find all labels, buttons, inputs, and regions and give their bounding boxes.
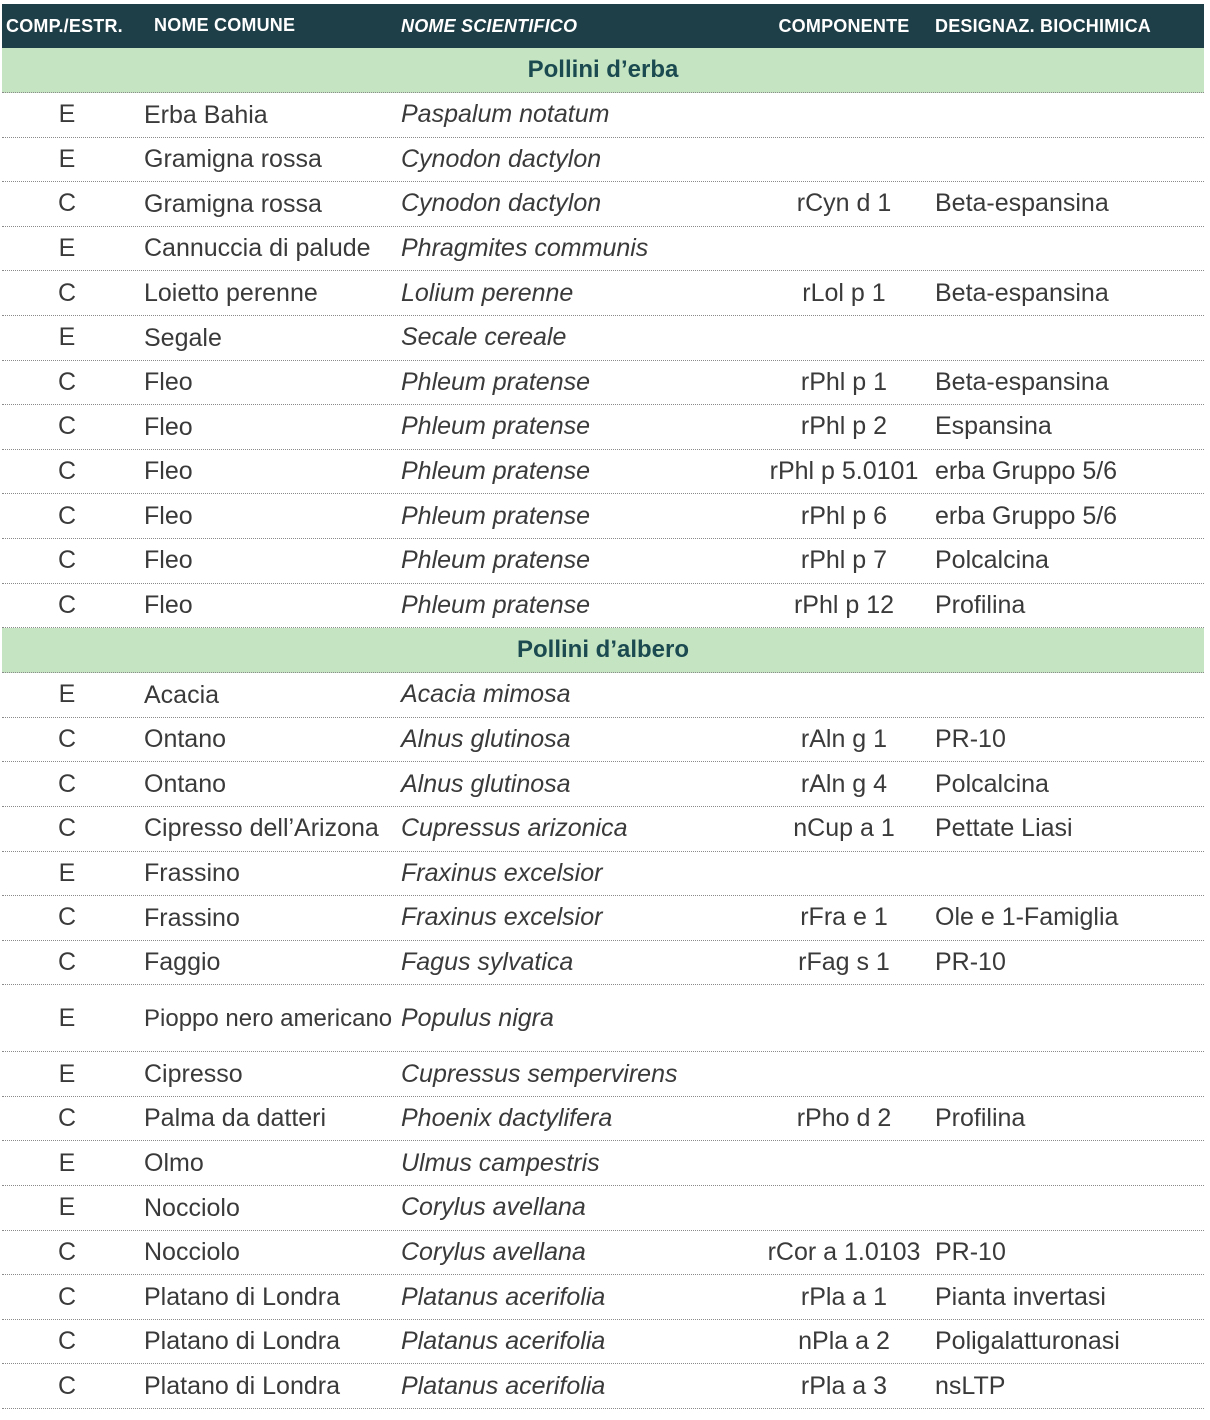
cell-component: rPla a 1 bbox=[800, 1282, 888, 1311]
cell-common-name: Ontano bbox=[144, 769, 227, 798]
cell-biochem-designation: Ole e 1-Famiglia bbox=[935, 903, 1119, 932]
cell-biochem-designation: PR-10 bbox=[935, 725, 1006, 754]
table-row bbox=[2, 182, 1204, 227]
cell-component: rPhl p 7 bbox=[800, 546, 888, 575]
cell-component: rAln g 1 bbox=[800, 725, 888, 754]
cell-scientific-name: Phleum pratense bbox=[401, 501, 591, 530]
cell-scientific-name: Phoenix dactylifera bbox=[401, 1104, 613, 1133]
cell-scientific-name: Alnus glutinosa bbox=[401, 769, 571, 798]
cell-component: rPhl p 5.0101 bbox=[769, 457, 919, 486]
cell-type: C bbox=[57, 278, 77, 307]
cell-type: C bbox=[57, 367, 77, 396]
cell-common-name: Frassino bbox=[144, 903, 240, 932]
cell-biochem-designation: Polcalcina bbox=[935, 546, 1049, 575]
cell-common-name: Cipresso bbox=[144, 1059, 243, 1088]
cell-type: E bbox=[58, 1003, 76, 1032]
cell-common-name: Ontano bbox=[144, 725, 227, 754]
cell-common-name: Nocciolo bbox=[144, 1193, 240, 1222]
cell-biochem-designation: Espansina bbox=[935, 412, 1052, 441]
cell-biochem-designation: Profilina bbox=[935, 590, 1026, 619]
table-row bbox=[2, 807, 1204, 852]
table-row bbox=[2, 1141, 1204, 1186]
cell-type: C bbox=[57, 457, 77, 486]
table-row bbox=[2, 539, 1204, 584]
table-row bbox=[2, 718, 1204, 763]
cell-common-name: Cannuccia di palude bbox=[144, 234, 371, 263]
cell-common-name: Palma da datteri bbox=[144, 1104, 327, 1133]
cell-type: E bbox=[58, 1148, 76, 1177]
cell-type: E bbox=[58, 1193, 76, 1222]
cell-type: C bbox=[57, 546, 77, 575]
table-row bbox=[2, 1231, 1204, 1276]
cell-biochem-designation: Polcalcina bbox=[935, 769, 1049, 798]
cell-biochem-designation: erba Gruppo 5/6 bbox=[935, 457, 1118, 486]
cell-common-name: Segale bbox=[144, 323, 222, 352]
table-row bbox=[2, 1275, 1204, 1320]
cell-type: E bbox=[58, 144, 76, 173]
header-nome-comune: NOME COMUNE bbox=[154, 15, 296, 36]
cell-type: C bbox=[57, 412, 77, 441]
cell-scientific-name: Paspalum notatum bbox=[401, 100, 610, 129]
cell-type: C bbox=[57, 725, 77, 754]
cell-common-name: Platano di Londra bbox=[144, 1327, 340, 1356]
cell-scientific-name: Populus nigra bbox=[401, 1003, 554, 1032]
cell-scientific-name: Alnus glutinosa bbox=[401, 725, 571, 754]
table-row bbox=[2, 361, 1204, 406]
cell-biochem-designation: erba Gruppo 5/6 bbox=[935, 501, 1118, 530]
cell-biochem-designation: Profilina bbox=[935, 1104, 1026, 1133]
cell-component: rPla a 3 bbox=[800, 1371, 888, 1400]
table-row bbox=[2, 1186, 1204, 1231]
cell-scientific-name: Cupressus sempervirens bbox=[401, 1059, 678, 1088]
cell-common-name: Fleo bbox=[144, 546, 193, 575]
table-row bbox=[2, 316, 1204, 361]
cell-common-name: Faggio bbox=[144, 948, 221, 977]
cell-common-name: Frassino bbox=[144, 859, 240, 888]
cell-biochem-designation: Pianta invertasi bbox=[935, 1282, 1106, 1311]
cell-type: C bbox=[57, 1104, 77, 1133]
cell-biochem-designation: Poligalatturonasi bbox=[935, 1327, 1120, 1356]
cell-common-name: Pioppo nero americano bbox=[144, 1004, 393, 1032]
table-row bbox=[2, 1320, 1204, 1365]
cell-type: E bbox=[58, 1059, 76, 1088]
allergen-table bbox=[2, 4, 1204, 1409]
cell-biochem-designation: Beta-espansina bbox=[935, 278, 1109, 307]
cell-scientific-name: Acacia mimosa bbox=[401, 680, 571, 709]
table-row bbox=[2, 138, 1204, 183]
cell-scientific-name: Cupressus arizonica bbox=[401, 814, 628, 843]
cell-component: rPhl p 2 bbox=[800, 412, 888, 441]
cell-common-name: Fleo bbox=[144, 501, 193, 530]
cell-type: C bbox=[57, 1371, 77, 1400]
cell-type: C bbox=[57, 1282, 77, 1311]
cell-scientific-name: Phleum pratense bbox=[401, 367, 591, 396]
cell-component: rFra e 1 bbox=[800, 903, 888, 932]
cell-type: C bbox=[57, 189, 77, 218]
cell-common-name: Erba Bahia bbox=[144, 100, 268, 129]
cell-type: E bbox=[58, 323, 76, 352]
cell-scientific-name: Lolium perenne bbox=[401, 278, 574, 307]
cell-scientific-name: Ulmus campestris bbox=[401, 1148, 600, 1177]
cell-type: C bbox=[57, 769, 77, 798]
cell-common-name: Loietto perenne bbox=[144, 278, 318, 307]
cell-biochem-designation: PR-10 bbox=[935, 947, 1006, 976]
cell-biochem-designation: Pettate Liasi bbox=[935, 814, 1073, 843]
cell-common-name: Platano di Londra bbox=[144, 1371, 340, 1400]
cell-type: C bbox=[57, 814, 77, 843]
table-row bbox=[2, 494, 1204, 539]
cell-biochem-designation: nsLTP bbox=[935, 1371, 1006, 1400]
cell-common-name: Fleo bbox=[144, 591, 193, 620]
cell-scientific-name: Phleum pratense bbox=[401, 590, 591, 619]
cell-common-name: Acacia bbox=[144, 680, 220, 709]
cell-component: rPhl p 1 bbox=[800, 367, 888, 396]
table-row bbox=[2, 1097, 1204, 1142]
cell-biochem-designation: Beta-espansina bbox=[935, 189, 1109, 218]
table-row bbox=[2, 941, 1204, 986]
cell-type: E bbox=[58, 234, 76, 263]
table-row bbox=[2, 405, 1204, 450]
cell-component: rLol p 1 bbox=[802, 278, 886, 307]
cell-type: E bbox=[58, 100, 76, 129]
table-row bbox=[2, 762, 1204, 807]
table-row bbox=[2, 985, 1204, 1052]
cell-common-name: Olmo bbox=[144, 1149, 204, 1178]
cell-common-name: Nocciolo bbox=[144, 1238, 240, 1267]
cell-common-name: Gramigna rossa bbox=[144, 145, 322, 174]
cell-scientific-name: Fagus sylvatica bbox=[401, 947, 574, 976]
cell-scientific-name: Phleum pratense bbox=[401, 412, 591, 441]
cell-type: C bbox=[57, 590, 77, 619]
table-row bbox=[2, 852, 1204, 897]
cell-scientific-name: Phleum pratense bbox=[401, 457, 591, 486]
table-row bbox=[2, 93, 1204, 138]
table-body bbox=[2, 48, 1204, 1409]
section-header: Pollini d’albero bbox=[2, 628, 1204, 673]
table-row bbox=[2, 227, 1204, 272]
cell-scientific-name: Corylus avellana bbox=[401, 1193, 586, 1222]
cell-scientific-name: Platanus acerifolia bbox=[401, 1282, 606, 1311]
cell-component: rPhl p 12 bbox=[793, 590, 895, 619]
cell-scientific-name: Corylus avellana bbox=[401, 1237, 586, 1266]
cell-type: C bbox=[57, 1237, 77, 1266]
cell-common-name: Fleo bbox=[144, 368, 193, 397]
cell-scientific-name: Fraxinus excelsior bbox=[401, 903, 603, 932]
cell-scientific-name: Platanus acerifolia bbox=[401, 1327, 606, 1356]
header-componente: COMPONENTE bbox=[778, 15, 910, 36]
cell-type: E bbox=[58, 858, 76, 887]
cell-component: nPla a 2 bbox=[798, 1327, 890, 1356]
cell-common-name: Cipresso dell’Arizona bbox=[144, 814, 379, 843]
cell-scientific-name: Cynodon dactylon bbox=[401, 144, 602, 173]
cell-common-name: Platano di Londra bbox=[144, 1282, 340, 1311]
cell-component: nCup a 1 bbox=[793, 814, 895, 843]
cell-component: rAln g 4 bbox=[800, 769, 888, 798]
cell-scientific-name: Fraxinus excelsior bbox=[401, 858, 603, 887]
cell-type: C bbox=[57, 501, 77, 530]
cell-type: C bbox=[57, 903, 77, 932]
table-row bbox=[2, 1052, 1204, 1097]
cell-component: rPho d 2 bbox=[796, 1104, 892, 1133]
table-header bbox=[2, 4, 1204, 48]
cell-type: C bbox=[57, 947, 77, 976]
cell-common-name: Fleo bbox=[144, 457, 193, 486]
table-row bbox=[2, 673, 1204, 718]
cell-scientific-name: Phragmites communis bbox=[401, 234, 649, 263]
cell-biochem-designation: PR-10 bbox=[935, 1237, 1006, 1266]
table-row bbox=[2, 1364, 1204, 1409]
cell-type: E bbox=[58, 680, 76, 709]
cell-component: rCor a 1.0103 bbox=[767, 1237, 921, 1266]
table-row bbox=[2, 450, 1204, 495]
header-nome-scientifico: NOME SCIENTIFICO bbox=[401, 15, 578, 36]
header-designaz-biochimica: DESIGNAZ. BIOCHIMICA bbox=[935, 15, 1152, 36]
cell-biochem-designation: Beta-espansina bbox=[935, 367, 1109, 396]
cell-common-name: Fleo bbox=[144, 412, 193, 441]
cell-scientific-name: Cynodon dactylon bbox=[401, 189, 602, 218]
table-row bbox=[2, 584, 1204, 629]
cell-scientific-name: Phleum pratense bbox=[401, 546, 591, 575]
table-row bbox=[2, 271, 1204, 316]
cell-scientific-name: Platanus acerifolia bbox=[401, 1371, 606, 1400]
cell-component: rCyn d 1 bbox=[796, 189, 892, 218]
cell-component: rFag s 1 bbox=[798, 947, 890, 976]
table-row bbox=[2, 896, 1204, 941]
header-comp-estr: COMP./ESTR. bbox=[6, 15, 123, 36]
section-header: Pollini d’erba bbox=[2, 48, 1204, 93]
cell-common-name: Gramigna rossa bbox=[144, 189, 322, 218]
cell-type: C bbox=[57, 1327, 77, 1356]
cell-component: rPhl p 6 bbox=[800, 501, 888, 530]
cell-scientific-name: Secale cereale bbox=[401, 323, 567, 352]
